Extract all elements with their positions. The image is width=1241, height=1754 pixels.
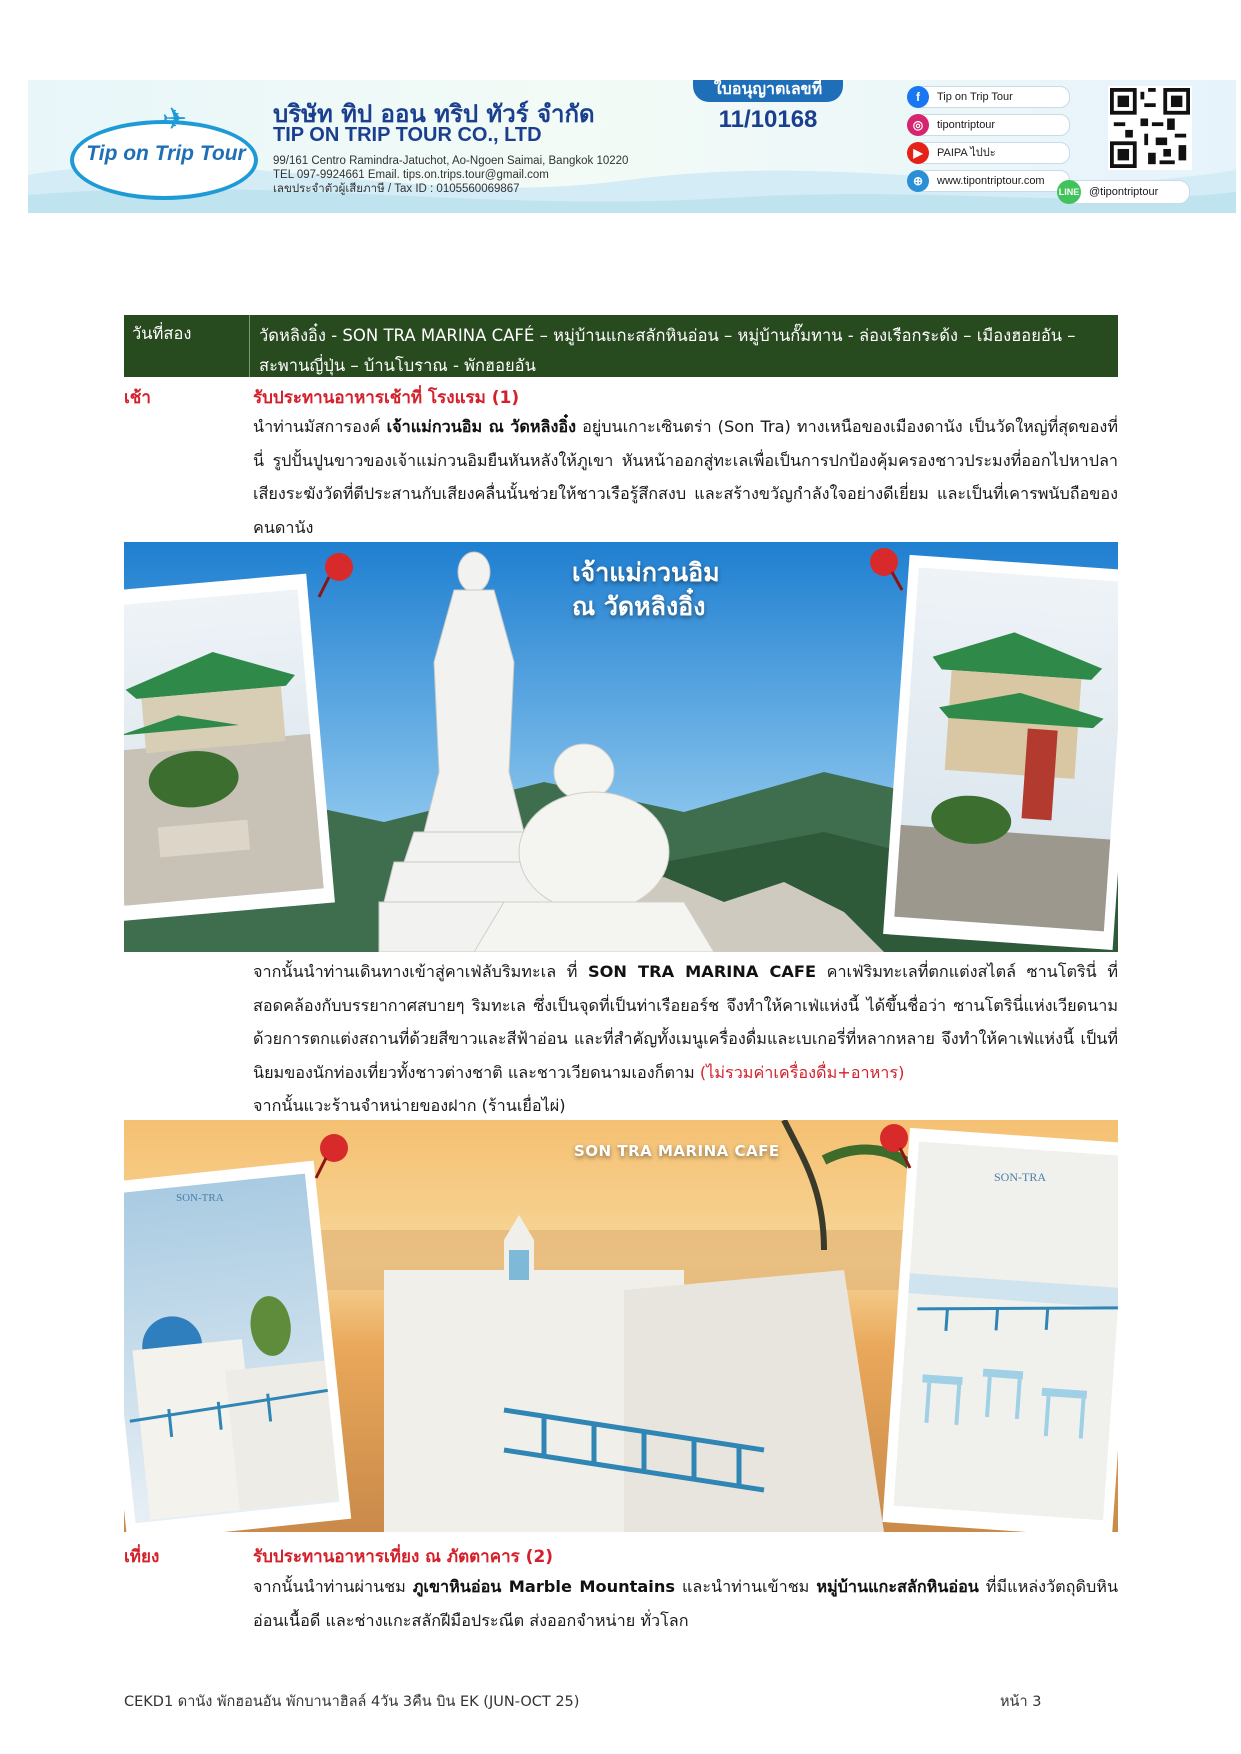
company-logo: ✈ Tip on Trip Tour [70, 102, 260, 202]
son-tra-sign: SON-TRA [994, 1170, 1047, 1184]
website-link[interactable]: ⊕ www.tipontriptour.com [908, 170, 1070, 192]
son-tra-cafe-photo [124, 1120, 1118, 1532]
photo-collage-linh-ung [124, 542, 1118, 952]
company-address: 99/161 Centro Ramindra-Jatuchot, Ao-Ngoen Saimai, Bangkok 10220 TEL 097-9924661 Email. tips.on.trips.tour@gmail.com เลขประจำตัวผู้เสียภาษี / Tax ID : 0105560069867 [273, 155, 629, 195]
day-label: วันที่สอง [132, 324, 192, 343]
instagram-link[interactable]: ◎ tipontriptour [908, 114, 1070, 136]
instagram-icon: ◎ [907, 114, 929, 136]
paragraph-son-tra-cafe: จากนั้นนำท่านเดินทางเข้าสู่คาเฟ่ลับริมทะเล ที่ SON TRA MARINA CAFE คาเฟ่ริมทะเลที่ตกแต่งสไตล์ ซานโตรินี่ ที่สอดคล้องกับบรรยากาศสบายๆ ริมทะเล ซึ่งเป็นจุดที่เป็นท่าเรือยอร์ช จึงทำให้คาเฟ่แห่งนี้ ได้ขึ้นชื่อว่า ซานโตรินี่แห่งเวียดนาม ด้วยการตกแต่งสถานที่ด้วยสีขาวและสีฟ้าอ่อน และที่สำคัญทั้งเมนูเครื่องดื่มและเบเกอรี่ที่หลากหลาย จึงทำให้คาเฟ่แห่งนี้ เป็นที่นิยมของนักท่องเที่ยวทั้งชาวต่างชาติ และชาวเวียดนามเองก็ตาม (ไม่รวมค่าเครื่องดื่ม+อาหาร) จากนั้นแวะร้านจำหน่ายของฝาก (ร้านเยื่อไผ่) [253, 962, 1118, 1115]
slot-morning: เช้า [124, 388, 151, 408]
facebook-link[interactable]: f Tip on Trip Tour [908, 86, 1070, 108]
line-link[interactable]: LINE @tipontriptour [1058, 180, 1190, 204]
footer-tour-code: CEKD1 ดานัง พักฮอนอัน พักบานาฮิลล์ 4วัน 3คืน บิน EK (JUN-OCT 25) [124, 1694, 580, 1710]
qr-code [1108, 86, 1192, 170]
son-tra-sign: SON-TRA [176, 1192, 224, 1204]
qr-code-image [1110, 88, 1190, 168]
day-title: วัดหลิงอิ๋ง - SON TRA MARINA CAFÉ – หมู่บ้านแกะสลักหินอ่อน – หมู่บ้านกั๊มทาน - ล่องเรือกระด้ง – เมืองฮอยอัน – สะพานญี่ปุ่น – บ้านโบราณ - พักฮอยอัน [259, 326, 1076, 375]
header-banner [28, 80, 1236, 213]
photo-collage-son-tra-cafe [124, 1120, 1118, 1532]
facebook-icon: f [907, 86, 929, 108]
youtube-icon: ▶ [907, 142, 929, 164]
day-header-bar [124, 315, 1118, 377]
slot-lunch: เที่ยง [124, 1547, 160, 1567]
airplane-icon: ✈ [162, 102, 188, 137]
paragraph-guanyin: นำท่านมัสการองค์ เจ้าแม่กวนอิม ณ วัดหลิงอิ๋ง อยู่บนเกาะเซินตร่า (Son Tra) ทางเหนือของเมืองดานัง เป็นวัดใหญ่ที่สุดของที่นี่ รูปปั้นปูนขาวของเจ้าแม่กวนอิมยืนหันหลังให้ภูเขา หันหน้าออกสู่ทะเลเพื่อเป็นการปกป้องคุ้มครองชาวประมงที่ออกไปหาปลา เสียงระฆังวัดที่ตีประสานกับเสียงคลื่นนั้นช่วยให้ชาวเรือรู้สึกสงบ และสร้างขวัญกำลังใจอย่างดีเยี่ยม และเป็นที่เคารพนับถือของคนดานัง [253, 417, 1118, 537]
license-number: 11/10168 [718, 106, 818, 133]
paragraph-marble-mountains: จากนั้นนำท่านผ่านชม ภูเขาหินอ่อน Marble Mountains และนำท่านเข้าชม หมู่บ้านแกะสลักหินอ่อน ที่มีแหล่งวัตถุดิบหินอ่อนเนื้อดี และช่างแกะสลักฝีมือประณีต ส่งออกจำหน่าย ทั่วโลก [253, 1577, 1119, 1630]
photo-caption: SON TRA MARINA CAFE [574, 1142, 780, 1160]
footer-page-number: หน้า 3 [1000, 1694, 1042, 1710]
company-name-thai: บริษัท ทิป ออน ทริป ทัวร์ จำกัด [273, 100, 595, 128]
meal-breakfast: รับประทานอาหารเช้าที่ โรงแรม (1) [253, 388, 520, 408]
company-name-english: TIP ON TRIP TOUR CO., LTD [273, 124, 542, 146]
youtube-link[interactable]: ▶ PAIPA ไปปะ [908, 142, 1070, 164]
meal-lunch: รับประทานอาหารเที่ยง ณ ภัตตาคาร (2) [253, 1547, 554, 1567]
web-icon: ⊕ [907, 170, 929, 192]
line-icon: LINE [1057, 180, 1081, 204]
license-box: ใบอนุญาตเลขที่ 11/10168 [693, 80, 843, 136]
photo-caption: เจ้าแม่กวนอิม ณ วัดหลิงอิ๋ง [572, 558, 720, 621]
